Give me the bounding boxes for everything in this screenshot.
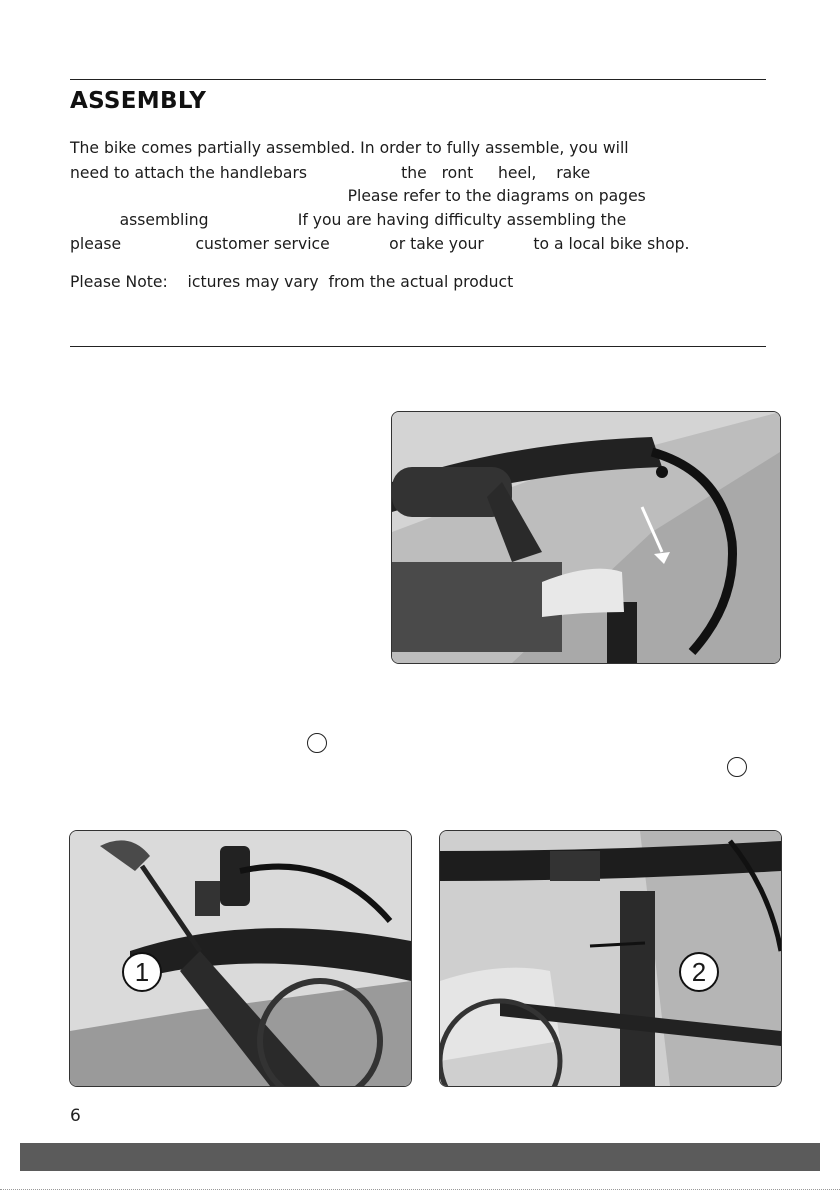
section-rule [70,346,766,347]
photo-1-number-badge: 1 [122,952,162,992]
intro-line-2: need to attach the handlebars the ront heel, rake [70,164,591,182]
step-marker-1 [307,733,327,753]
intro-line-5: please customer service or take your to a local bike shop. [70,235,690,253]
intro-line-3: Please refer to the diagrams on pages [70,187,646,205]
page-edge-dotted-line [0,1189,840,1190]
intro-line-1: The bike comes partially assembled. In order to fully assemble, you will [70,139,629,157]
top-rule [70,79,766,80]
handlebar-tightening-photo-2 [439,830,782,1087]
picture-note: Please Note: ictures may vary from the actual product [70,273,514,291]
section-title: ASSEMBLY [70,88,207,114]
intro-line-4: assembling If you are having difficulty assembling the [70,211,627,229]
photo-2-number-badge: 2 [679,952,719,992]
stem-insertion-photo [391,411,781,664]
handlebar-tightening-photo-1 [69,830,412,1087]
step-marker-2 [727,757,747,777]
footer-bar [20,1143,820,1171]
page-number: 6 [70,1106,81,1126]
